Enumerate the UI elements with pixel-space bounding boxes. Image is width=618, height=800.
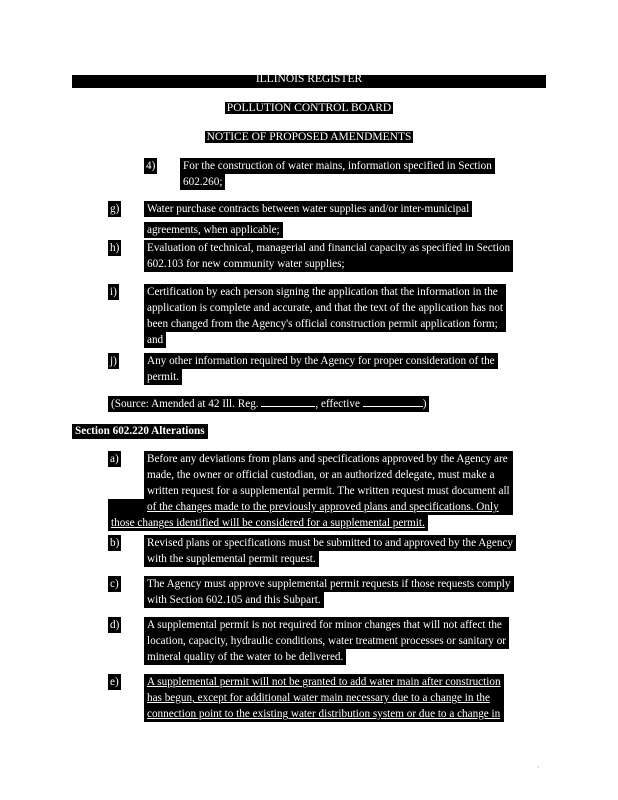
item-label: c) <box>110 578 119 590</box>
item-label: i) <box>110 286 117 298</box>
item-body <box>144 576 514 613</box>
source-suffix: ) <box>422 398 427 410</box>
item-line: 602.103 for new community water supplies; <box>144 256 513 272</box>
item-label: e) <box>110 676 119 688</box>
item-line: A supplemental permit is not required for minor changes that will not affect the <box>144 617 509 633</box>
item-body <box>144 674 504 722</box>
section-title: Section 602.220 Alterations <box>72 424 208 439</box>
item-line-underlined: connection point to the existing water distribution system or due to a change in <box>144 706 504 722</box>
item-line: The Agency must approve supplemental permit requests if those requests comply <box>144 576 514 592</box>
item-body <box>144 617 509 670</box>
item-body <box>144 535 516 572</box>
item-label: d) <box>110 619 120 631</box>
item-body <box>111 451 513 536</box>
item-label: a) <box>110 453 119 465</box>
item-line: Certification by each person signing the application that the information in the <box>144 284 506 300</box>
item-label: b) <box>110 537 120 549</box>
item-line: Evaluation of technical, managerial and financial capacity as specified in Section <box>144 240 513 256</box>
item-label: j) <box>110 355 117 367</box>
source-note <box>108 396 429 412</box>
register-title: ILLINOIS REGISTER <box>255 73 363 85</box>
item-line: 602.260; <box>180 174 225 190</box>
item-body <box>144 240 513 272</box>
item-body <box>144 353 498 390</box>
item-line-underlined: of the changes made to the previously approved plans and specifications. Only <box>108 499 513 515</box>
item-line: with the supplemental permit request. <box>144 551 319 567</box>
source-blank-date <box>363 396 423 407</box>
item-line: been changed from the Agency's official construction permit application form; <box>144 316 506 332</box>
item-line: Water purchase contracts between water supplies and/or inter-municipal <box>144 201 472 217</box>
item-line-underlined: has begun, except for additional water main necessary due to a change in the <box>144 690 504 706</box>
item-line: and <box>144 332 166 348</box>
item-body <box>180 158 495 195</box>
source-middle: , effective <box>315 398 360 410</box>
item-line: permit. <box>144 369 182 385</box>
item-line: Before any deviations from plans and specifications approved by the Agency are <box>144 451 513 467</box>
item-label: h) <box>110 242 120 254</box>
item-label: 4) <box>146 160 156 172</box>
scan-speck <box>537 766 539 768</box>
item-line: Revised plans or specifications must be submitted to and approved by the Agency <box>144 535 516 551</box>
item-body <box>144 201 472 243</box>
item-line: written request for a supplemental permit. The written request must document all <box>144 483 513 499</box>
source-prefix: (Source: Amended at 42 Ill. Reg. <box>111 398 259 410</box>
item-line: For the construction of water mains, information specified in Section <box>180 158 495 174</box>
item-body <box>144 284 506 353</box>
board-title: POLLUTION CONTROL BOARD <box>226 102 392 114</box>
item-line: with Section 602.105 and this Subpart. <box>144 592 324 608</box>
item-label: g) <box>110 203 120 215</box>
item-line: location, capacity, hydraulic conditions, water treatment processes or sanitary or <box>144 633 509 649</box>
item-line: Any other information required by the Agency for proper consideration of the <box>144 353 498 369</box>
item-line: made, the owner or official custodian, or an authorized delegate, must make a <box>144 467 513 483</box>
item-line-underlined: those changes identified will be considered for a supplemental permit. <box>108 515 428 531</box>
notice-title-line <box>0 131 618 143</box>
notice-title: NOTICE OF PROPOSED AMENDMENTS <box>206 131 412 143</box>
source-blank-register <box>261 396 315 407</box>
item-line: mineral quality of the water to be delivered. <box>144 649 346 665</box>
board-title-line <box>0 102 618 114</box>
item-line: application is complete and accurate, and that the text of the application has not <box>144 300 506 316</box>
item-line: agreements, when applicable; <box>144 222 283 238</box>
item-line-underlined: A supplemental permit will not be granted to add water main after construction <box>144 674 504 690</box>
